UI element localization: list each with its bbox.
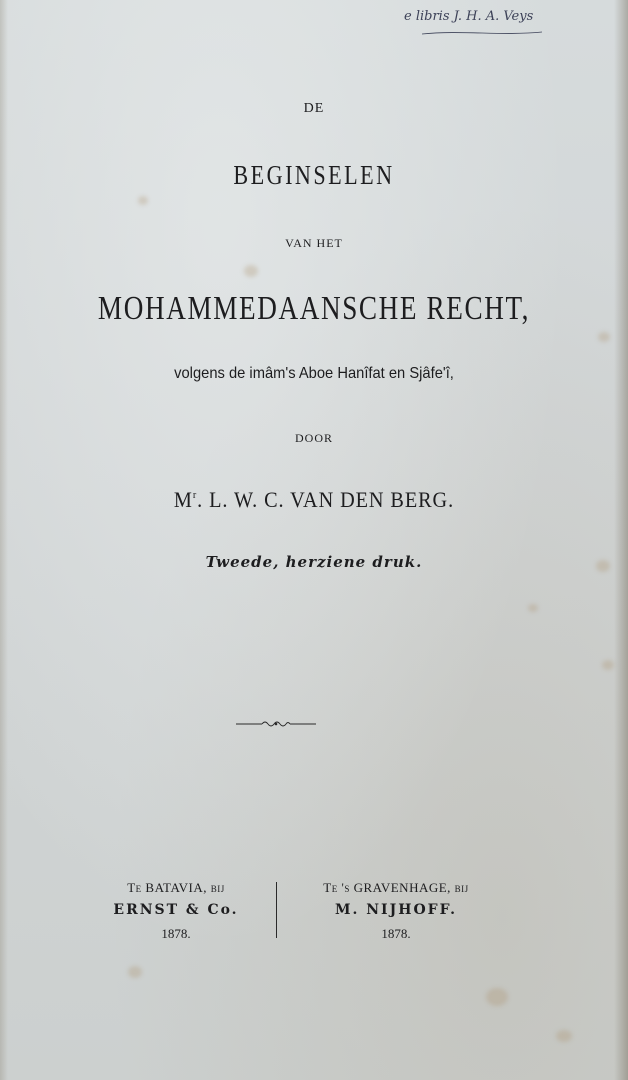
author-prefix: M	[173, 487, 193, 512]
foxing-spot	[486, 988, 508, 1006]
imprint-place: Te BATAVIA, bij	[127, 880, 225, 895]
foxing-spot	[556, 1030, 572, 1042]
imprint-publisher: M. NIJHOFF.	[335, 902, 457, 918]
page-left-edge-shadow	[0, 0, 8, 1080]
imprint-batavia	[76, 880, 276, 942]
foxing-spot	[598, 332, 610, 342]
title-beginselen: BEGINSELEN	[233, 160, 395, 190]
signature-text: e libris J. H. A. Veys	[404, 9, 534, 24]
author-prefix-sup: r	[192, 489, 198, 501]
main-title: MOHAMMEDAANSCHE RECHT,	[97, 290, 531, 327]
imprint-year: 1878.	[161, 926, 191, 941]
foxing-spot	[128, 966, 142, 978]
subtitle: volgens de imâm's Aboe Hanîfat en Sjâfe'î,	[174, 365, 454, 382]
foxing-spot	[528, 604, 538, 612]
title-van-het: VAN HET	[285, 236, 343, 250]
ornament-divider	[236, 716, 316, 732]
foxing-spot	[602, 660, 614, 670]
byline-door: DOOR	[294, 431, 333, 445]
imprint-year: 1878.	[381, 926, 411, 941]
foxing-spot	[138, 196, 148, 205]
author-name-text: . L. W. C. VAN DEN BERG.	[197, 487, 455, 512]
handwritten-signature	[402, 4, 562, 48]
foxing-spot	[244, 265, 258, 277]
title-de: DE	[303, 101, 325, 116]
imprint-publisher: ERNST & Co.	[113, 902, 239, 918]
page-right-edge-shadow	[614, 0, 628, 1080]
author-name	[25, 487, 603, 513]
imprint-divider	[276, 882, 277, 938]
imprint-gravenhage	[296, 880, 496, 942]
edition-statement: Tweede, herziene druk.	[205, 553, 423, 571]
imprint-place: Te 's GRAVENHAGE, bij	[323, 880, 469, 895]
